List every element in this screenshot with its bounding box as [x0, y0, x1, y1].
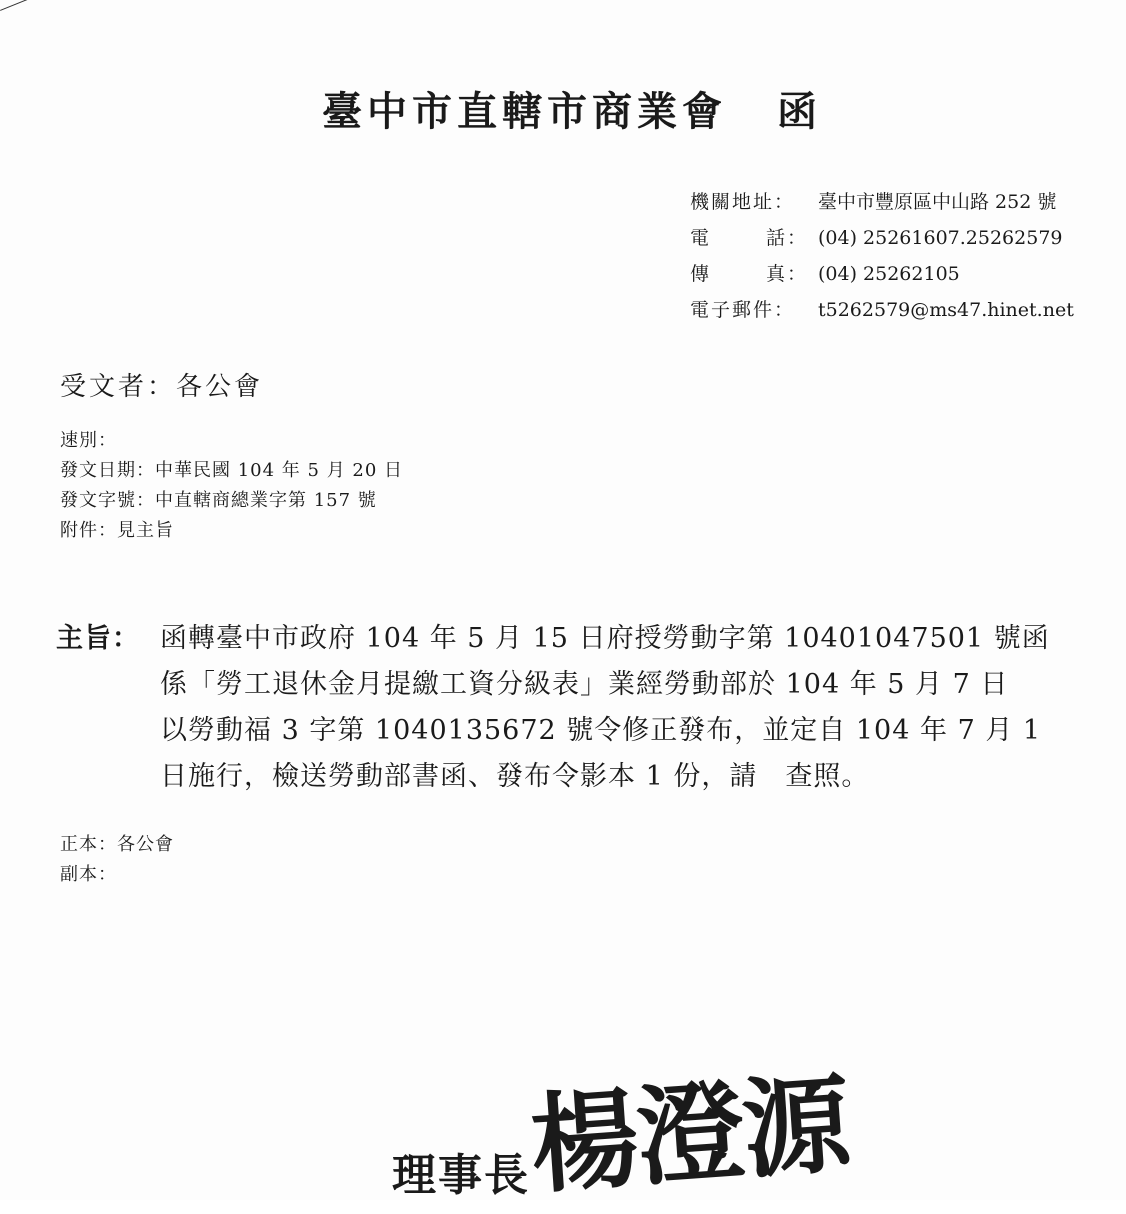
document-type: 函: [777, 88, 822, 135]
number-value: 中直轄商總業字第 157 號: [155, 490, 377, 511]
original-label: 正本：: [60, 834, 117, 855]
fax-label: 傳 真：: [690, 263, 808, 285]
email-label: 電子郵件：: [690, 299, 796, 321]
document-title: [322, 80, 822, 137]
address-label: 機關地址：: [690, 191, 796, 213]
speed-row: [60, 426, 403, 456]
signatory-name: 楊澄源: [526, 1061, 853, 1209]
signatory-title: 理事長: [392, 1150, 530, 1201]
subject-label: 主旨：: [56, 623, 140, 654]
signature-stamp: [526, 1061, 853, 1209]
date-row: [60, 456, 403, 486]
recipient-line: [60, 366, 263, 403]
number-label: 發文字號：: [60, 490, 155, 511]
recipient-label: 受文者：: [60, 372, 177, 402]
contact-block: [690, 184, 1074, 328]
subject-line: 日施行，檢送勞動部書函、發布令影本 1 份，請 查照。: [160, 761, 870, 792]
fax-row: [690, 256, 1074, 292]
subject-line: 係「勞工退休金月提繳工資分級表」業經勞動部於 104 年 5 月 7 日: [160, 669, 1009, 700]
distribution-block: [60, 830, 174, 890]
document-meta: [60, 426, 403, 546]
number-row: [60, 486, 403, 516]
scan-mark: [0, 0, 37, 11]
fax-value: (04) 25262105: [818, 263, 960, 285]
address-value: 臺中市豐原區中山路 252 號: [818, 191, 1057, 213]
phone-value: (04) 25261607.25262579: [818, 227, 1063, 249]
attachment-value: 見主旨: [117, 520, 174, 541]
date-value: 中華民國 104 年 5 月 20 日: [155, 460, 404, 481]
attachment-label: 附件：: [60, 520, 117, 541]
signature-block: [392, 1048, 853, 1209]
date-label: 發文日期：: [60, 460, 155, 481]
phone-row: [690, 220, 1074, 256]
original-row: [60, 830, 174, 860]
subject-line: 以勞動福 3 字第 1040135672 號令修正發布，並定自 104 年 7 月 1: [160, 715, 1042, 746]
copy-label: 副本：: [60, 864, 117, 885]
phone-label: 電 話：: [690, 227, 808, 249]
organization-name: 臺中市直轄市商業會: [322, 88, 727, 135]
recipient-value: 各公會: [176, 372, 264, 402]
subject-text: [160, 616, 1120, 800]
attachment-row: [60, 516, 403, 546]
original-value: 各公會: [117, 834, 174, 855]
email-value: t5262579@ms47.hinet.net: [818, 299, 1074, 321]
subject-line: 函轉臺中市政府 104 年 5 月 15 日府授勞動字第 10401047501 號函: [160, 623, 1050, 654]
copy-row: [60, 860, 174, 890]
email-row: [690, 292, 1074, 328]
address-row: [690, 184, 1074, 220]
speed-label: 速別：: [60, 430, 117, 451]
